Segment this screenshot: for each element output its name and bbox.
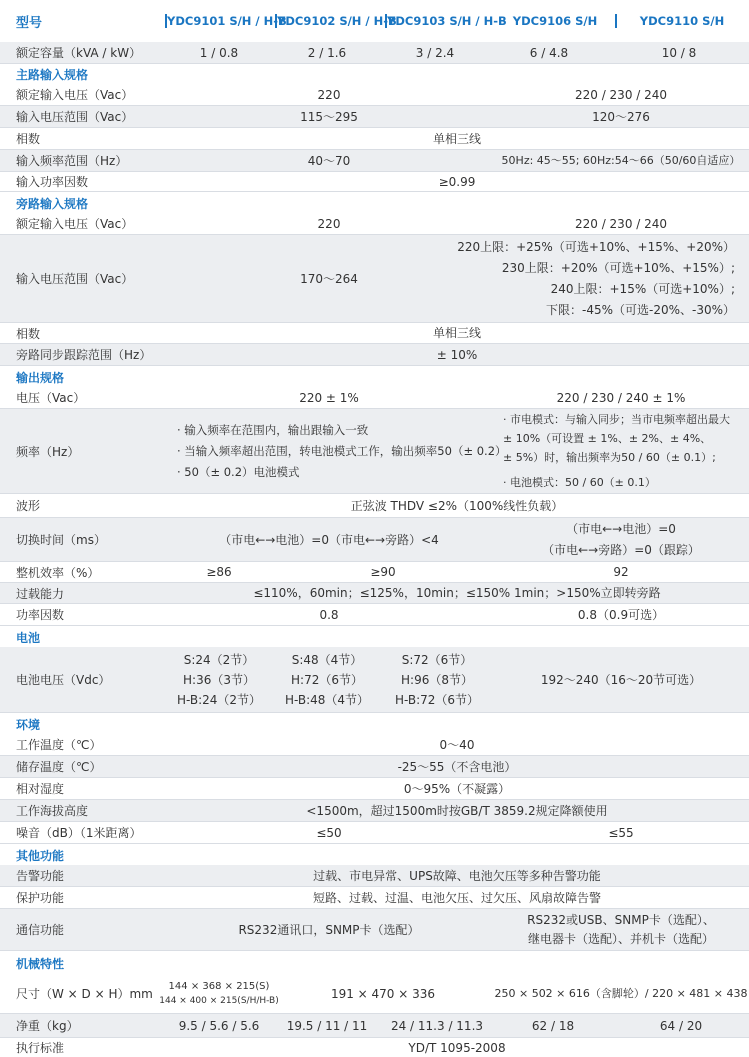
cell-line: ± 10%（可设置 ± 1%、± 2%、± 4%、 bbox=[503, 432, 712, 445]
cell-value: 0.8（0.9可选） bbox=[577, 607, 665, 622]
cell-value: 6 / 4.8 bbox=[529, 45, 569, 60]
spec-row-overload bbox=[0, 583, 749, 604]
cell-line: H:72（6节） bbox=[291, 672, 363, 687]
model-name: YDC9106 S/H bbox=[512, 14, 598, 28]
cell-value: 50Hz: 45～55; 60Hz:54～66（50/60自适应） bbox=[501, 153, 741, 167]
row-label: 额定容量（kVA / kW） bbox=[16, 46, 142, 60]
row-label: 储存温度（℃） bbox=[16, 760, 102, 774]
cell-multiline bbox=[273, 647, 381, 712]
cell-value: 3 / 2.4 bbox=[415, 45, 455, 60]
section-bypass-input: 旁路输入规格 bbox=[16, 197, 89, 211]
cell-line: S:48（4节） bbox=[291, 652, 363, 667]
row-label: 过载能力 bbox=[16, 586, 65, 601]
cell-line: H-B:72（6节） bbox=[394, 692, 480, 707]
cell-value: 192～240（16～20节可选） bbox=[540, 672, 702, 687]
cell-value: ≤55 bbox=[608, 825, 634, 840]
cell-line: H-B:48（4节） bbox=[284, 692, 370, 707]
cell-value: <1500m，超过1500m时按GB/T 3859.2规定降额使用 bbox=[306, 803, 608, 818]
cell-value: YD/T 1095-2008 bbox=[408, 1040, 506, 1055]
spec-row-capacity bbox=[0, 42, 749, 64]
cell-line: S:72（6节） bbox=[401, 652, 473, 667]
row-label: 告警功能 bbox=[16, 869, 65, 883]
cell-value: -25～55（不含电池） bbox=[397, 759, 517, 774]
cell-line: 220上限：+25%（可选+10%、+15%、+20%） bbox=[457, 239, 735, 254]
spec-row-output-pf bbox=[0, 604, 749, 626]
cell-value: 单相三线 bbox=[432, 326, 481, 340]
spec-row-dimension bbox=[0, 974, 749, 1014]
cell-value: 220 / 230 / 240 ± 1% bbox=[556, 390, 686, 405]
row-label: 电池电压（Vdc） bbox=[16, 673, 111, 687]
cell-value: 1 / 0.8 bbox=[199, 45, 239, 60]
spec-row-waveform bbox=[0, 494, 749, 518]
cell-line: · 市电模式：与输入同步；当市电频率超出最大 bbox=[503, 413, 730, 426]
row-label: 旁路同步跟踪范围（Hz） bbox=[16, 348, 152, 362]
cell-multiline bbox=[165, 409, 507, 493]
cell-value: 0～40 bbox=[439, 737, 475, 752]
cell-value: 220 ± 1% bbox=[299, 390, 359, 405]
cell-line: H-B:24（2节） bbox=[176, 692, 262, 707]
cell-value: 正弦波 THDV ≤2%（100%线性负载） bbox=[350, 498, 564, 513]
cell-line: H:96（8节） bbox=[401, 672, 473, 687]
model-name: YDC9103 S/H / H-B bbox=[387, 14, 507, 28]
spec-row-noise bbox=[0, 822, 749, 844]
row-label: 相数 bbox=[16, 326, 41, 341]
section-battery: 电池 bbox=[16, 631, 41, 645]
spec-row-humidity bbox=[0, 778, 749, 800]
cell-value: 220 bbox=[317, 87, 341, 102]
cell-line: 230上限：+20%（可选+10%、+15%）; bbox=[501, 260, 735, 275]
cell-value: 170～264 bbox=[300, 271, 358, 286]
cell-value: 220 / 230 / 240 bbox=[574, 87, 668, 102]
spec-row-battery-voltage bbox=[0, 647, 749, 713]
row-label: 相数 bbox=[16, 132, 41, 146]
row-label: 额定输入电压（Vac） bbox=[16, 217, 134, 231]
row-label: 工作海拔高度 bbox=[16, 804, 89, 818]
row-label: 输入功率因数 bbox=[16, 175, 89, 189]
model-header-label: 型号 bbox=[16, 15, 43, 31]
row-label: 整机效率（%） bbox=[16, 565, 100, 580]
cell-value: 0.8 bbox=[319, 607, 339, 622]
cell-value: ≥86 bbox=[206, 565, 232, 579]
spec-row-standard bbox=[0, 1038, 749, 1057]
spec-row-weight bbox=[0, 1014, 749, 1038]
cell-value: 24 / 11.3 / 11.3 bbox=[390, 1018, 484, 1033]
cell-value: 62 / 18 bbox=[531, 1018, 575, 1033]
spec-row-bypass-voltage-range bbox=[0, 235, 749, 323]
cell-value: 40～70 bbox=[307, 153, 351, 168]
cell-multiline bbox=[493, 909, 749, 950]
cell-multiline bbox=[381, 647, 493, 712]
cell-multiline bbox=[493, 518, 749, 561]
cell-line: S:24（2节） bbox=[183, 652, 255, 667]
cell-value: 250 × 502 × 616（含脚轮）/ 220 × 481 × 438 bbox=[494, 986, 748, 1000]
row-label: 保护功能 bbox=[16, 891, 65, 905]
cell-line: 下限：-45%（可选-20%、-30%） bbox=[545, 302, 735, 317]
row-label: 波形 bbox=[16, 499, 41, 513]
row-label: 频率（Hz） bbox=[16, 444, 80, 459]
spec-row-work-temp bbox=[0, 734, 749, 756]
cell-value: 单相三线 bbox=[432, 131, 481, 146]
section-environment: 环境 bbox=[16, 718, 41, 732]
cell-value: 2 / 1.6 bbox=[307, 45, 347, 60]
cell-multiline bbox=[165, 647, 273, 712]
spec-row-main-pf bbox=[0, 172, 749, 192]
spec-row-bypass-tracking bbox=[0, 344, 749, 366]
cell-line: RS232或USB、SNMP卡（选配）、 bbox=[527, 912, 715, 927]
cell-line: · 输入频率在范围内，输出跟输入一致 bbox=[177, 422, 369, 437]
cell-line: （市电←→旁路）=0（跟踪） bbox=[542, 542, 700, 557]
spec-row-protection bbox=[0, 887, 749, 909]
row-label: 相对湿度 bbox=[16, 782, 65, 796]
spec-row-transfer-time bbox=[0, 518, 749, 562]
cell-value: 115～295 bbox=[300, 109, 358, 124]
section-output: 输出规格 bbox=[16, 371, 65, 385]
cell-line: （市电←→电池）=0 bbox=[566, 521, 676, 536]
cell-value: 9.5 / 5.6 / 5.6 bbox=[178, 1018, 260, 1033]
cell-multiline bbox=[159, 974, 279, 1013]
cell-value: 10 / 8 bbox=[661, 45, 697, 60]
cell-line: ± 5%）时，输出频率为50 / 60（± 0.1）; bbox=[503, 451, 716, 464]
section-other: 其他功能 bbox=[16, 849, 65, 863]
spec-row-communication bbox=[0, 909, 749, 951]
spec-row-storage-temp bbox=[0, 756, 749, 778]
cell-line: 240上限：+15%（可选+10%）; bbox=[550, 281, 735, 296]
spec-row-efficiency bbox=[0, 562, 749, 583]
row-label: 噪音（dB）（1米距离） bbox=[16, 826, 142, 840]
cell-value: 0～95%（不凝露） bbox=[403, 781, 511, 796]
row-label: 电压（Vac） bbox=[16, 391, 86, 405]
cell-line: · 50（± 0.2）电池模式 bbox=[177, 464, 300, 479]
cell-line: H:36（3节） bbox=[183, 672, 255, 687]
spec-row-output-freq bbox=[0, 409, 749, 494]
cell-value: （市电←→电池）=0（市电←→旁路）<4 bbox=[219, 532, 439, 547]
spec-row-output-voltage bbox=[0, 387, 749, 409]
row-label: 执行标准 bbox=[16, 1041, 65, 1055]
model-name: YDC9110 S/H bbox=[615, 14, 747, 28]
row-label: 额定输入电压（Vac） bbox=[16, 88, 134, 102]
row-label: 工作温度（℃） bbox=[16, 738, 102, 752]
row-label: 切换时间（ms） bbox=[16, 533, 106, 547]
model-header-row bbox=[0, 0, 749, 43]
cell-line: 144 × 400 × 215(S/H/H-B) bbox=[159, 995, 279, 1006]
cell-value: 短路、过载、过温、电池欠压、过欠压、风扇故障告警 bbox=[312, 890, 601, 905]
model-name: YDC9101 S/H / H-B bbox=[167, 14, 287, 28]
spec-row-bypass-phase bbox=[0, 323, 749, 344]
spec-row-altitude bbox=[0, 800, 749, 822]
cell-line: · 电池模式：50 / 60（± 0.1） bbox=[503, 476, 656, 489]
cell-value: ≤50 bbox=[316, 825, 342, 840]
spec-row-main-rated-voltage bbox=[0, 84, 749, 106]
cell-value: ± 10% bbox=[436, 347, 478, 362]
cell-line: 144 × 368 × 215(S) bbox=[168, 980, 270, 992]
cell-line: · 当输入频率超出范围，转电池模式工作，输出频率50（± 0.2） bbox=[177, 443, 507, 458]
row-label: 净重（kg） bbox=[16, 1019, 79, 1033]
spec-row-alarm bbox=[0, 865, 749, 887]
cell-multiline bbox=[457, 235, 749, 322]
row-label: 输入电压范围（Vac） bbox=[16, 272, 134, 286]
cell-value: 92 bbox=[613, 565, 629, 579]
row-label: 输入电压范围（Vac） bbox=[16, 110, 134, 124]
section-mechanical: 机械特性 bbox=[16, 957, 65, 971]
cell-value: 64 / 20 bbox=[659, 1018, 703, 1033]
cell-value: 191 × 470 × 336 bbox=[330, 986, 436, 1001]
row-label: 尺寸（W × D × H）mm bbox=[16, 987, 153, 1001]
cell-value: 120～276 bbox=[592, 109, 650, 124]
section-main-input: 主路输入规格 bbox=[16, 68, 89, 82]
spec-row-main-phase bbox=[0, 128, 749, 150]
row-label: 通信功能 bbox=[16, 923, 65, 937]
cell-value: ≤110%，60min；≤125%，10min；≤150% 1min；>150%立即转旁路 bbox=[253, 586, 661, 600]
cell-value: 220 / 230 / 240 bbox=[574, 216, 668, 231]
cell-value: 220 bbox=[317, 216, 341, 231]
row-label: 功率因数 bbox=[16, 608, 65, 622]
spec-row-main-voltage-range bbox=[0, 106, 749, 128]
cell-value: ≥90 bbox=[370, 565, 396, 579]
cell-value: 19.5 / 11 / 11 bbox=[286, 1018, 368, 1033]
model-name: YDC9102 S/H / H-B bbox=[277, 14, 397, 28]
cell-value: 过载、市电异常、UPS故障、电池欠压等多种告警功能 bbox=[313, 868, 601, 883]
row-label: 输入频率范围（Hz） bbox=[16, 154, 128, 168]
cell-value: ≥0.99 bbox=[438, 174, 476, 189]
cell-value: RS232通讯口，SNMP卡（选配） bbox=[238, 922, 420, 937]
cell-multiline bbox=[493, 409, 749, 493]
spec-row-main-freq-range bbox=[0, 150, 749, 172]
spec-row-bypass-rated-voltage bbox=[0, 213, 749, 235]
cell-line: 继电器卡（选配）、并机卡（选配） bbox=[527, 931, 714, 946]
